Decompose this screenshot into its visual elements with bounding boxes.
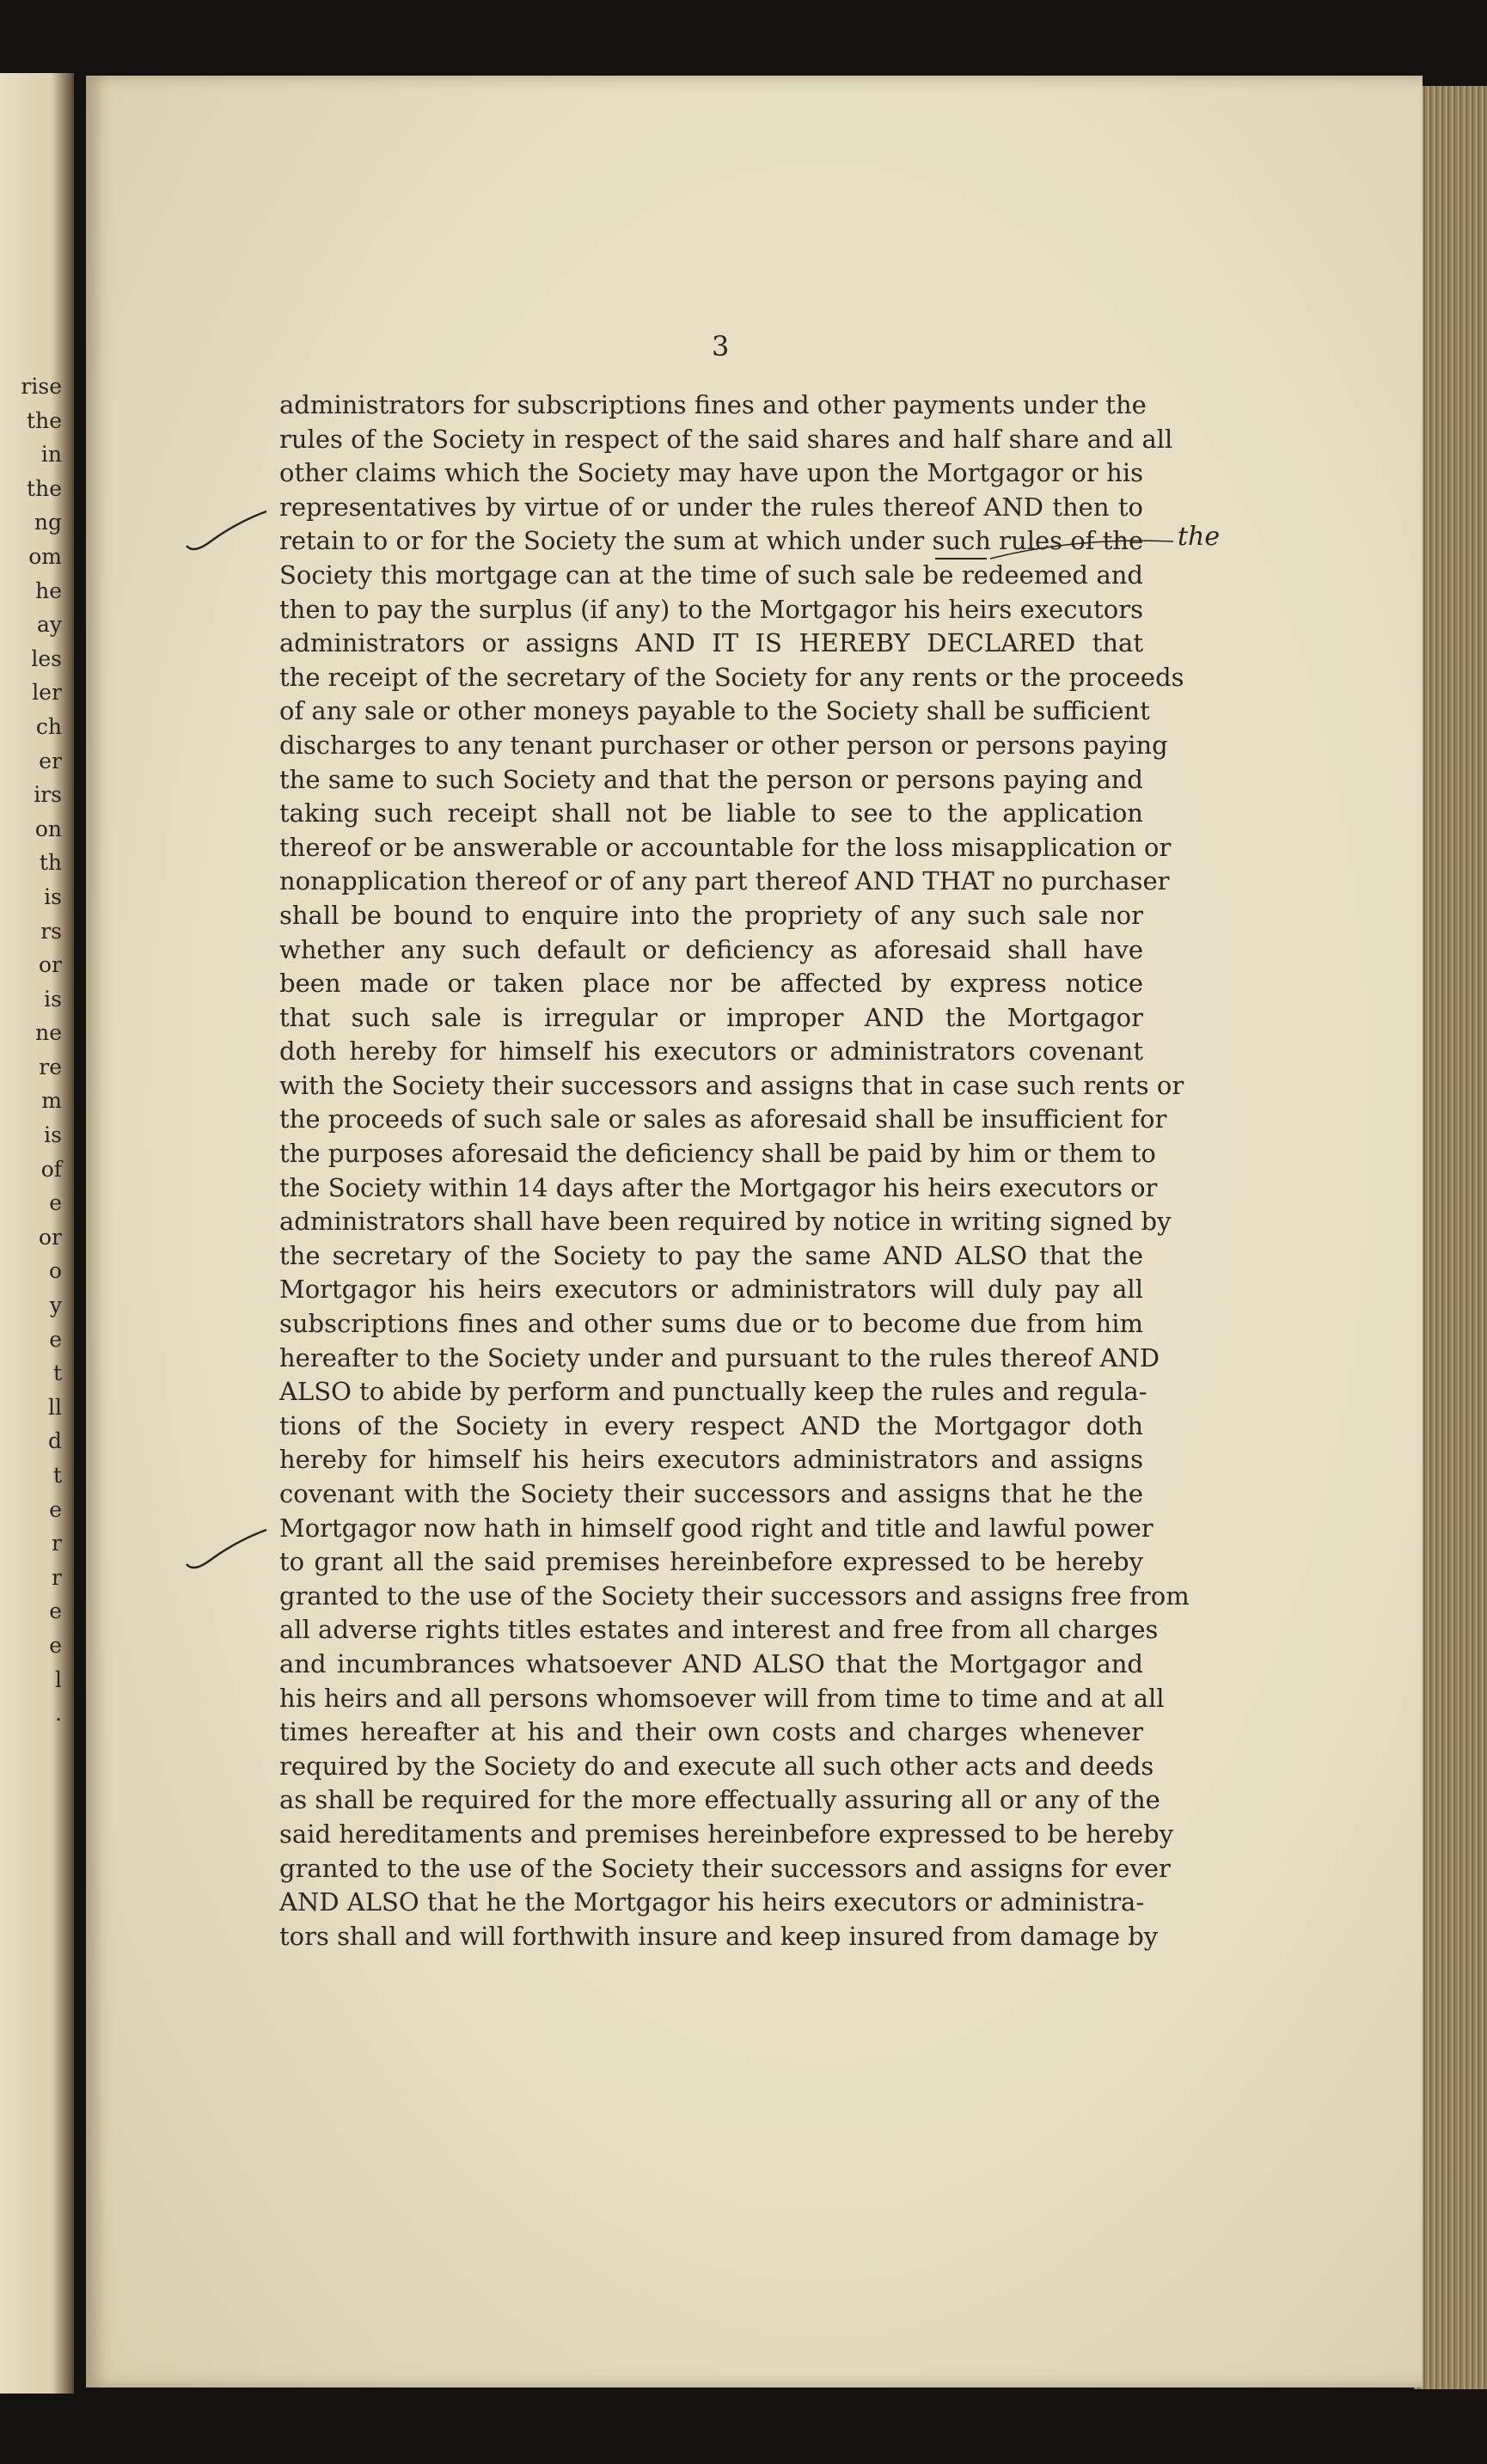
facing-page-fragment: les xyxy=(31,645,62,671)
facing-page-fragment: l xyxy=(55,1666,62,1692)
text-line: required by the Society do and execute all such other acts and deeds xyxy=(279,1751,1154,1781)
text-line: of any sale or other moneys payable to the Society shall be sufficient xyxy=(279,696,1150,726)
facing-page-fragment: y xyxy=(49,1293,62,1318)
handwritten-insertion: the xyxy=(1178,522,1221,552)
page-number: 3 xyxy=(712,330,730,363)
facing-page-fragment: ay xyxy=(36,612,62,638)
facing-page-fragment: re xyxy=(39,1054,62,1079)
text-line: AND ALSO that he the Mortgagor his heirs executors or administra- xyxy=(279,1887,1145,1917)
text-line: tors shall and will forthwith insure and keep insured from damage by xyxy=(279,1921,1159,1951)
facing-page-fragment: o xyxy=(48,1258,62,1284)
facing-page-fragment: in xyxy=(40,442,62,468)
facing-page-fragment: rs xyxy=(40,918,62,944)
text-line: representatives by virtue of or under the rules thereof AND then to xyxy=(279,492,1143,522)
text-line: hereby for himself his heirs executors administrators and assigns xyxy=(279,1445,1143,1475)
facing-page-fragment: e xyxy=(49,1599,62,1624)
facing-page-fragment: e xyxy=(49,1190,62,1216)
text-line: with the Society their successors and assigns that in case such rents or xyxy=(279,1070,1184,1100)
facing-page-fragment: the xyxy=(27,407,62,433)
facing-page-fragment: m xyxy=(41,1088,62,1114)
facing-page-fragment: r xyxy=(52,1531,62,1556)
text-line: covenant with the Society their successors and assigns that he the xyxy=(279,1479,1143,1508)
text-line: that such sale is irregular or improper AND the Mortgagor xyxy=(279,1002,1143,1032)
text-line: the Society within 14 days after the Mortgagor his heirs executors or xyxy=(279,1172,1158,1202)
facing-page-fragment: or xyxy=(38,952,62,978)
text-line: retain to or for the Society the sum at which under such rules of the xyxy=(279,526,1144,556)
facing-page-fragment: is xyxy=(44,1122,62,1148)
facing-page-fragment: ll xyxy=(48,1394,62,1420)
text-line: all adverse rights titles estates and interest and free from all charges xyxy=(279,1615,1159,1645)
page-edges xyxy=(1414,86,1487,2389)
facing-page-fragment: om xyxy=(28,543,62,569)
text-line: to grant all the said premises hereinbefore expressed to be hereby xyxy=(279,1547,1143,1577)
facing-page-fragment: on xyxy=(34,816,62,841)
text-line: his heirs and all persons whomsoever will from time to time and at all xyxy=(279,1683,1165,1713)
margin-tick-mark xyxy=(185,507,271,559)
text-line: subscriptions fines and other sums due or to become due from him xyxy=(279,1309,1143,1339)
facing-page-fragment: th xyxy=(39,850,62,876)
text-line: the receipt of the secretary of the Society for any rents or the proceeds xyxy=(279,662,1184,692)
facing-page-fragment: the xyxy=(27,475,62,501)
facing-page-fragment: e xyxy=(49,1496,62,1522)
text-line: rules of the Society in respect of the said shares and half share and all xyxy=(279,424,1173,454)
facing-page-fragment: e xyxy=(49,1326,62,1352)
facing-page-fragment: ng xyxy=(34,510,62,535)
facing-page-fragment: of xyxy=(40,1156,62,1182)
text-line: nonapplication thereof or of any part thereof AND THAT no purchaser xyxy=(279,866,1170,896)
text-line: administrators shall have been required by notice in writing signed by xyxy=(279,1207,1172,1237)
margin-tick-mark xyxy=(185,1525,271,1577)
facing-page-fragment: . xyxy=(55,1701,62,1727)
text-line: then to pay the surplus (if any) to the Mortgagor his heirs executors xyxy=(279,594,1143,624)
text-line: taking such receipt shall not be liable to see to the application xyxy=(279,798,1143,828)
text-line: the proceeds of such sale or sales as aforesaid shall be insufficient for xyxy=(279,1104,1167,1134)
text-line: administrators for subscriptions fines and other payments under the xyxy=(279,390,1147,419)
facing-page-fragment: rise xyxy=(21,374,62,399)
text-line: and incumbrances whatsoever AND ALSO that the Mortgagor and xyxy=(279,1648,1143,1678)
facing-page-fragment: ch xyxy=(35,713,62,739)
strikethrough-mark xyxy=(935,558,987,559)
text-line: as shall be required for the more effectually assuring all or any of the xyxy=(279,1785,1160,1815)
text-line: the secretary of the Society to pay the same AND ALSO that the xyxy=(279,1240,1143,1270)
facing-page-fragment: is xyxy=(44,883,62,909)
text-line: Mortgagor now hath in himself good right and title and lawful power xyxy=(279,1513,1153,1543)
facing-page xyxy=(0,73,74,2394)
facing-page-fragment: ne xyxy=(35,1020,62,1046)
text-line: hereafter to the Society under and pursuant to the rules thereof AND xyxy=(279,1342,1160,1373)
text-line: tions of the Society in every respect AND the Mortgagor doth xyxy=(279,1410,1143,1440)
text-line: shall be bound to enquire into the propriety of any such sale nor xyxy=(279,900,1143,930)
text-line: ALSO to abide by perform and punctually keep the rules and regula- xyxy=(279,1377,1147,1407)
text-line: the purposes aforesaid the deficiency shall be paid by him or them to xyxy=(279,1139,1156,1169)
facing-page-fragment: or xyxy=(38,1224,62,1250)
text-line: other claims which the Society may have upon the Mortgagor or his xyxy=(279,458,1143,488)
text-line: whether any such default or deficiency as aforesaid shall have xyxy=(279,934,1143,964)
facing-page-fragment: ler xyxy=(32,680,62,706)
text-line: doth hereby for himself his executors or administrators covenant xyxy=(279,1036,1143,1067)
text-line: granted to the use of the Society their successors and assigns free from xyxy=(279,1581,1190,1611)
insertion-caret-line xyxy=(988,529,1178,563)
text-line: granted to the use of the Society their successors and assigns for ever xyxy=(279,1853,1171,1883)
text-line: thereof or be answerable or accountable for the loss misapplication or xyxy=(279,832,1172,862)
facing-page-fragment: t xyxy=(52,1463,62,1488)
text-line: Mortgagor his heirs executors or administrators will duly pay all xyxy=(279,1275,1143,1305)
text-line: said hereditaments and premises hereinbefore expressed to be hereby xyxy=(279,1819,1174,1849)
facing-page-fragment: is xyxy=(44,986,62,1012)
facing-page-fragment: irs xyxy=(34,782,62,808)
facing-page-fragment: er xyxy=(39,748,62,773)
text-line: administrators or assigns AND IT IS HEREBY DECLARED that xyxy=(279,628,1143,658)
text-line: been made or taken place nor be affected by express notice xyxy=(279,969,1143,999)
text-line: discharges to any tenant purchaser or other person or persons paying xyxy=(279,730,1168,760)
text-line: Society this mortgage can at the time of such sale be redeemed and xyxy=(279,559,1143,590)
facing-page-fragment: he xyxy=(35,578,62,603)
facing-page-fragment: d xyxy=(47,1428,62,1454)
facing-page-fragment: e xyxy=(49,1632,62,1658)
facing-page-fragment: r xyxy=(52,1564,62,1590)
text-line: the same to such Society and that the person or persons paying and xyxy=(279,764,1143,794)
body-text xyxy=(279,388,1190,1953)
facing-page-text xyxy=(21,370,62,1731)
facing-page-fragment: t xyxy=(52,1360,62,1386)
text-line: times hereafter at his and their own costs and charges whenever xyxy=(279,1717,1143,1747)
